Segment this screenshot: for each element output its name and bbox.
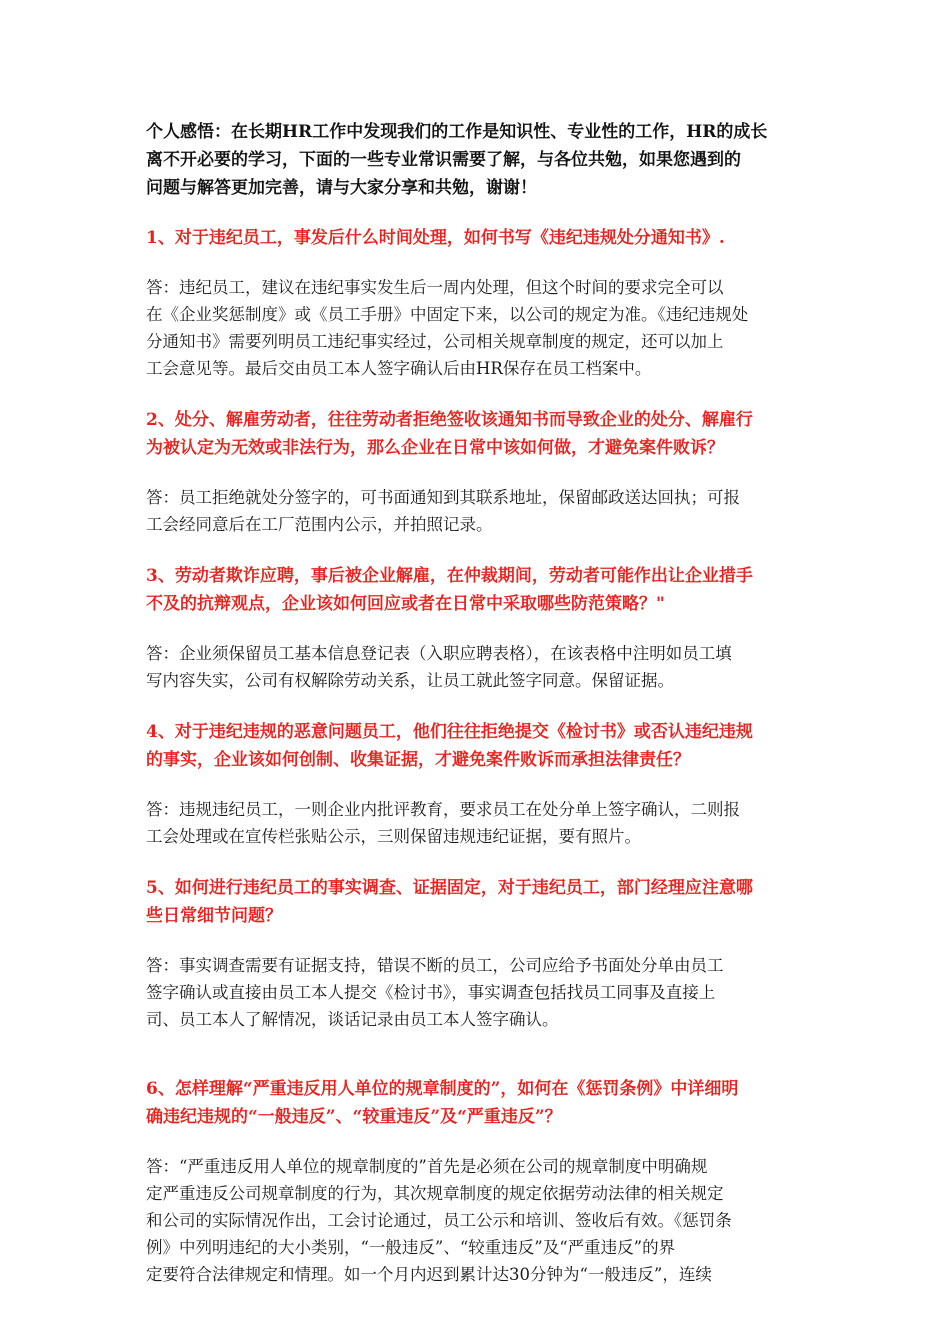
answer-4 xyxy=(146,796,810,850)
question-5 xyxy=(146,874,810,930)
answer-line: 答：员工拒绝就处分签字的，可书面通知到其联系地址，保留邮政送达回执；可报 xyxy=(146,488,740,507)
intro-line: 问题与解答更加完善，请与大家分享和共勉，谢谢！ xyxy=(146,178,537,198)
answer-line: 定严重违反公司规章制度的行为，其次规章制度的规定依据劳动法律的相关规定 xyxy=(146,1184,724,1203)
intro-line: 离不开必要的学习，下面的一些专业常识需要了解，与各位共勉，如果您遇到的 xyxy=(146,150,741,170)
answer-6 xyxy=(146,1153,810,1288)
answer-line: 工会意见等。最后交由员工本人签字确认后由HR保存在员工档案中。 xyxy=(146,359,652,378)
paragraph-spacer xyxy=(146,1057,810,1075)
answer-line: 分通知书》需要列明员工违纪事实经过，公司相关规章制度的规定，还可以加上 xyxy=(146,332,724,351)
question-2 xyxy=(146,406,810,462)
question-3 xyxy=(146,562,810,618)
answer-line: 工会经同意后在工厂范围内公示，并拍照记录。 xyxy=(146,515,493,534)
question-line: 6、怎样理解“严重违反用人单位的规章制度的”，如何在《惩罚条例》中详细明 xyxy=(146,1079,739,1099)
question-line: 不及的抗辩观点，企业该如何回应或者在日常中采取哪些防范策略？" xyxy=(146,594,665,614)
answer-line: 答：“严重违反用人单位的规章制度的”首先是必须在公司的规章制度中明确规 xyxy=(146,1157,708,1176)
answer-5 xyxy=(146,952,810,1033)
answer-line: 司、员工本人了解情况，谈话记录由员工本人签字确认。 xyxy=(146,1010,559,1029)
document-page xyxy=(146,118,810,1312)
question-line: 些日常细节问题？ xyxy=(146,906,282,926)
answer-line: 写内容失实，公司有权解除劳动关系，让员工就此签字同意。保留证据。 xyxy=(146,671,674,690)
answer-line: 答：企业须保留员工基本信息登记表（入职应聘表格），在该表格中注明如员工填 xyxy=(146,644,732,663)
answer-line: 在《企业奖惩制度》或《员工手册》中固定下来，以公司的规定为准。《违纪违规处 xyxy=(146,305,749,324)
answer-3 xyxy=(146,640,810,694)
answer-line: 和公司的实际情况作出，工会讨论通过，员工公示和培训、签收后有效。《惩罚条 xyxy=(146,1211,732,1230)
answer-line: 签字确认或直接由员工本人提交《检讨书》，事实调查包括找员工同事及直接上 xyxy=(146,983,716,1002)
question-line: 确违纪违规的“一般违反”、“较重违反”及“严重违反”？ xyxy=(146,1107,562,1127)
intro-paragraph xyxy=(146,118,810,202)
answer-line: 例》中列明违纪的大小类别，“一般违反”、“较重违反”及“严重违反”的界 xyxy=(146,1238,676,1257)
question-1 xyxy=(146,224,810,252)
question-line: 5、如何进行违纪员工的事实调查、证据固定，对于违纪员工，部门经理应注意哪 xyxy=(146,878,753,898)
answer-1 xyxy=(146,274,810,382)
answer-line: 答：违规违纪员工，一则企业内批评教育，要求员工在处分单上签字确认，二则报 xyxy=(146,800,740,819)
intro-line: 个人感悟：在长期HR工作中发现我们的工作是知识性、专业性的工作，HR的成长 xyxy=(146,122,768,142)
question-line: 2、处分、解雇劳动者，往往劳动者拒绝签收该通知书而导致企业的处分、解雇行 xyxy=(146,410,753,430)
answer-line: 答：违纪员工，建议在违纪事实发生后一周内处理，但这个时间的要求完全可以 xyxy=(146,278,724,297)
question-line: 的事实，企业该如何创制、收集证据，才避免案件败诉而承担法律责任？ xyxy=(146,750,690,770)
question-4 xyxy=(146,718,810,774)
question-line: 4、对于违纪违规的恶意问题员工，他们往往拒绝提交《检讨书》或否认违纪违规 xyxy=(146,722,753,742)
question-6 xyxy=(146,1075,810,1131)
answer-line: 工会处理或在宣传栏张贴公示，三则保留违规违纪证据，要有照片。 xyxy=(146,827,641,846)
question-line: 为被认定为无效或非法行为，那么企业在日常中该如何做，才避免案件败诉？ xyxy=(146,438,724,458)
question-line: 3、劳动者欺诈应聘，事后被企业解雇，在仲裁期间，劳动者可能作出让企业措手 xyxy=(146,566,753,586)
answer-line: 答：事实调查需要有证据支持，错误不断的员工，公司应给予书面处分单由员工 xyxy=(146,956,724,975)
question-line: 1、对于违纪员工，事发后什么时间处理，如何书写《违纪违规处分通知书》. xyxy=(146,228,725,248)
answer-line: 定要符合法律规定和情理。如一个月内迟到累计达30分钟为“一般违反”，连续 xyxy=(146,1265,712,1284)
answer-2 xyxy=(146,484,810,538)
